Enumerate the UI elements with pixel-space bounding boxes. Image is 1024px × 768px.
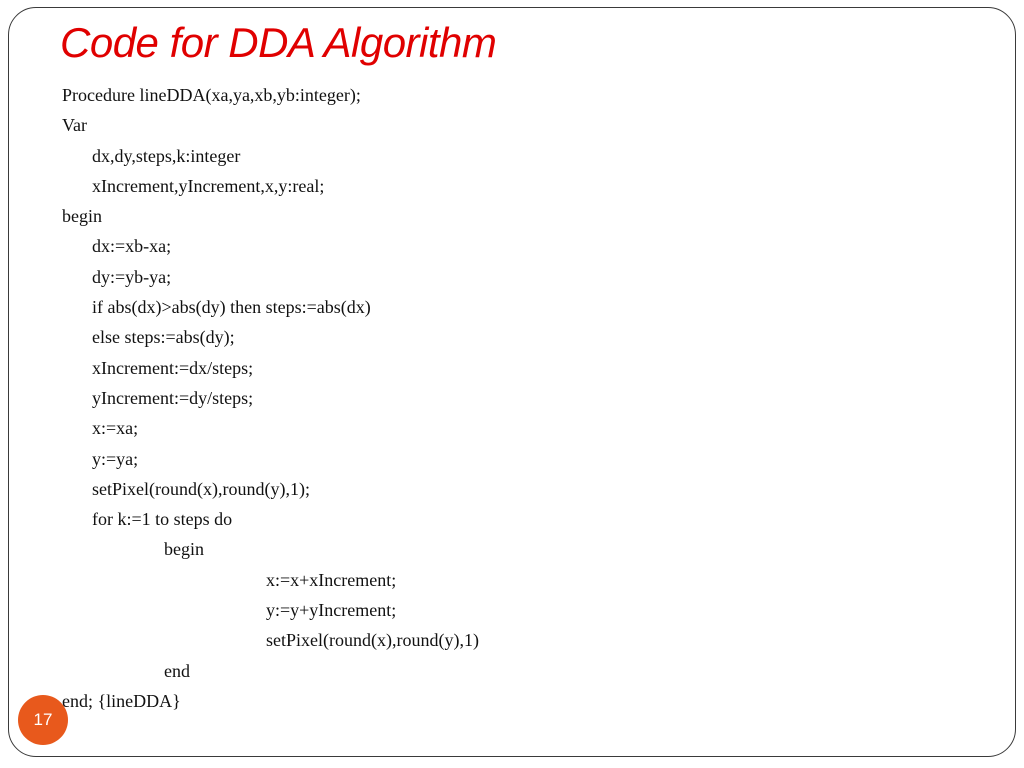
page-number-badge: 17 <box>18 695 68 745</box>
code-line: dy:=yb-ya; <box>92 266 172 287</box>
code-line: begin <box>62 206 102 227</box>
code-line: xIncrement:=dx/steps; <box>92 357 254 378</box>
code-line: yIncrement:=dy/steps; <box>92 387 254 408</box>
code-line: dx,dy,steps,k:integer <box>92 145 241 166</box>
code-line: setPixel(round(x),round(y),1) <box>266 630 479 651</box>
code-line: else steps:=abs(dy); <box>92 327 235 348</box>
code-line: for k:=1 to steps do <box>92 509 233 530</box>
code-line: x:=x+xIncrement; <box>266 569 397 590</box>
code-line: end; {lineDDA} <box>62 690 181 711</box>
code-line: setPixel(round(x),round(y),1); <box>92 478 310 499</box>
code-line: if abs(dx)>abs(dy) then steps:=abs(dx) <box>92 297 371 318</box>
code-line: dx:=xb-xa; <box>92 236 172 257</box>
code-line: y:=y+yIncrement; <box>266 600 397 621</box>
code-block <box>62 80 962 716</box>
code-line: Var <box>62 115 87 136</box>
code-line: end <box>164 660 190 681</box>
code-line: xIncrement,yIncrement,x,y:real; <box>92 175 325 196</box>
code-line: Procedure lineDDA(xa,ya,xb,yb:integer); <box>62 85 361 105</box>
code-line: begin <box>164 539 204 560</box>
code-line: y:=ya; <box>92 448 139 469</box>
code-line: x:=xa; <box>92 418 139 439</box>
slide-title: Code for DDA Algorithm <box>60 19 497 66</box>
